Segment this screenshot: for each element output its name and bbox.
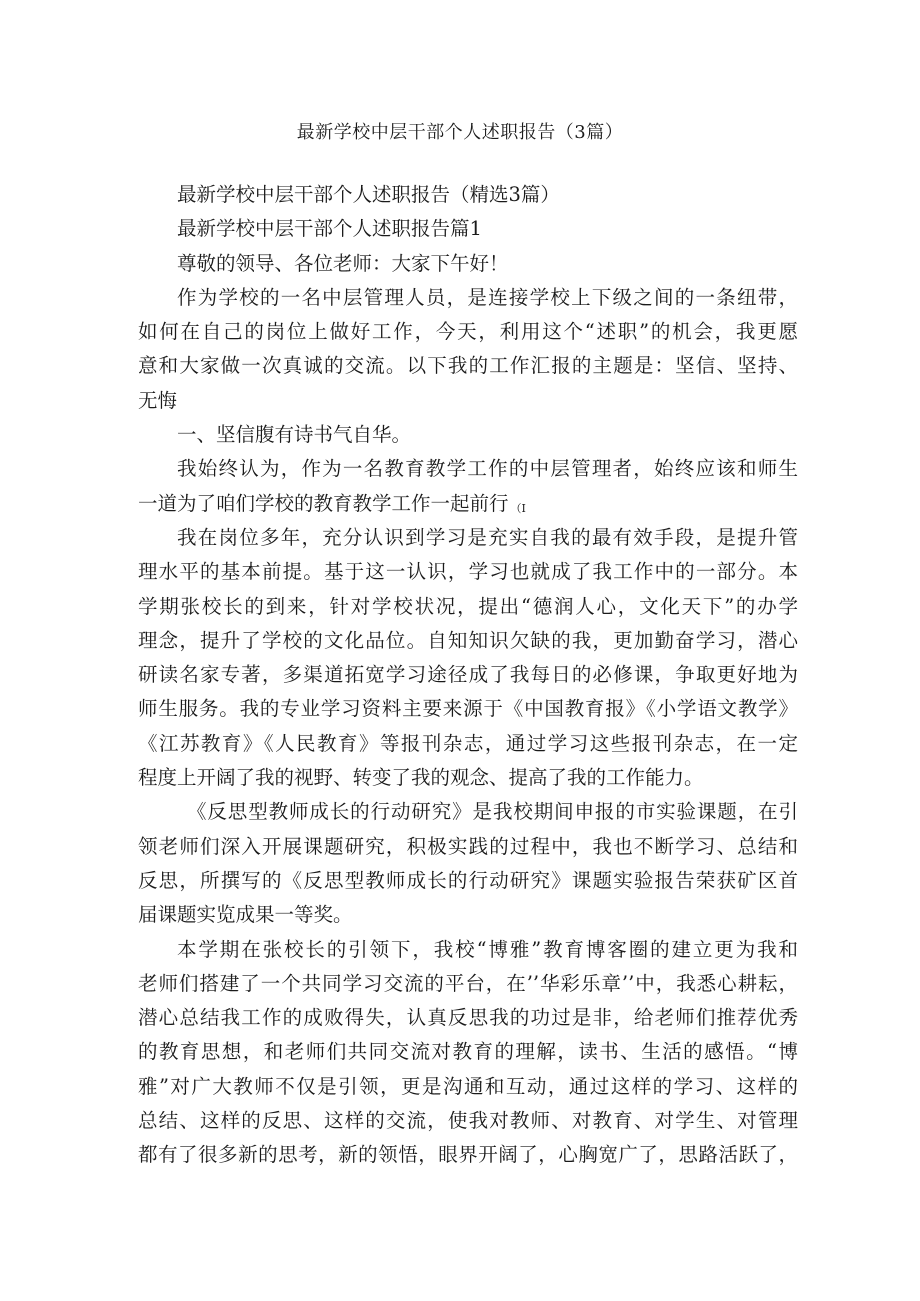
section-heading: 最新学校中层干部个人述职报告篇1 <box>177 217 482 241</box>
subtitle-line: 最新学校中层干部个人述职报告（精选3篇） <box>177 183 560 206</box>
paragraph-line: 反思，所撰写的《反思型教师成长的行动研究》课题实验报告荣获矿区首 <box>138 868 798 892</box>
paragraph-line: 理念，提升了学校的文化品位。自知知识欠缺的我，更加勤奋学习，潜心 <box>138 628 798 652</box>
paragraph-line: 都有了很多新的思考，新的领悟，眼界开阔了，心胸宽广了，思路活跃了， <box>138 1143 798 1167</box>
paragraph-line: 师生服务。我的专业学习资料主要来源于《中国教育报》《小学语文教学》 <box>138 697 798 721</box>
document-body <box>138 178 798 1173</box>
paragraph-line: 程度上开阔了我的视野、转变了我的观念、提高了我的工作能力。 <box>138 766 704 790</box>
paragraph-line: 意和大家做一次真诚的交流。以下我的工作汇报的主题是：坚信、坚持、 <box>138 354 798 378</box>
paragraph-line: 学期张校长的到来，针对学校状况，提出“德润人心，文化天下”的办学 <box>138 594 798 618</box>
paragraph-line <box>138 487 798 521</box>
paragraph-line: 本学期在张校长的引领下，我校“博雅”教育博客圈的建立更为我和 <box>177 937 798 961</box>
paragraph-line: 理水平的基本前提。基于这一认识，学习也就成了我工作中的一部分。本 <box>138 560 798 584</box>
paragraph-line: 老师们搭建了一个共同学习交流的平台，在’’华彩乐章’’中，我悉心耕耘， <box>138 971 798 995</box>
paragraph-text: 一道为了咱们学校的教育教学工作一起前行 <box>138 491 509 515</box>
salutation: 尊敬的领导、各位老师：大家下午好！ <box>177 251 509 275</box>
paragraph-line: 无悔 <box>138 388 178 412</box>
paragraph-line: 如何在自己的岗位上做好工作，今天，利用这个“述职”的机会，我更愿 <box>138 320 798 344</box>
paragraph-line: 总结、这样的反思、这样的交流，使我对教师、对教育、对学生、对管理 <box>138 1109 798 1133</box>
paragraph-line: 《反思型教师成长的行动研究》是我校期间申报的市实验课题，在引 <box>187 800 798 824</box>
stray-mark: （I <box>510 501 526 515</box>
paragraph-line: 的教育思想，和老师们共同交流对教育的理解，读书、生活的感悟。“博 <box>138 1040 798 1064</box>
paragraph-line: 作为学校的一名中层管理人员，是连接学校上下级之间的一条纽带， <box>177 285 798 309</box>
paragraph-line: 我在岗位多年，充分认识到学习是充实自我的最有效手段，是提升管 <box>177 525 798 549</box>
document-title: 最新学校中层干部个人述职报告（3篇） <box>296 122 624 143</box>
paragraph-line: 领老师们深入开展课题研究，积极实践的过程中，我也不断学习、总结和 <box>138 834 798 858</box>
paragraph-line: 我始终认为，作为一名教育教学工作的中层管理者，始终应该和师生 <box>177 457 798 481</box>
paragraph-line: 届课题实览成果一等奖。 <box>138 903 353 927</box>
point-heading: 一、坚信腹有诗书气自华。 <box>177 423 412 447</box>
paragraph-line: 《江苏教育》《人民教育》等报刊杂志，通过学习这些报刊杂志，在一定 <box>138 731 798 755</box>
paragraph-line: 潜心总结我工作的成败得失，认真反思我的功过是非，给老师们推荐优秀 <box>138 1006 798 1030</box>
paragraph-line: 雅”对广大教师不仅是引领，更是沟通和互动，通过这样的学习、这样的 <box>138 1074 798 1098</box>
paragraph-line: 研读名家专著，多渠道拓宽学习途径成了我每日的必修课，争取更好地为 <box>138 663 798 687</box>
